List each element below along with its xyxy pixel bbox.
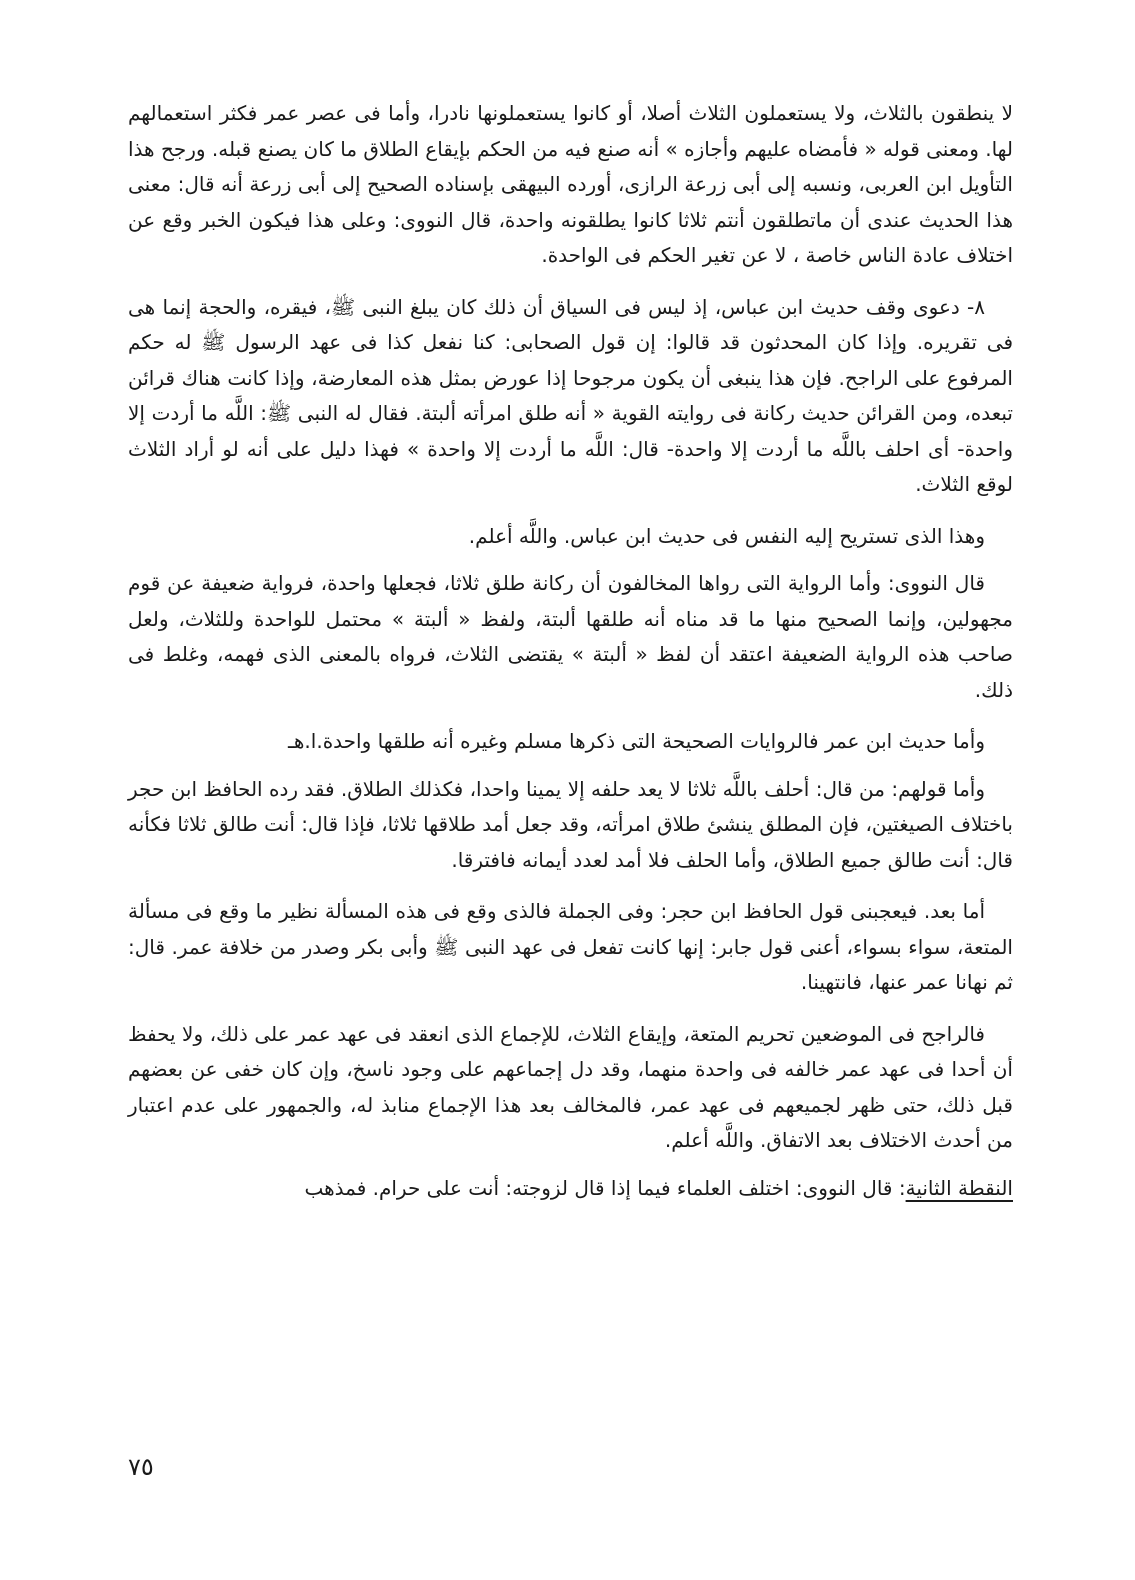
paragraph-4: قال النووى: وأما الرواية التى رواها المخالفون أن ركانة طلق ثلاثا، فجعلها واحدة، فرواية ضعيفة عن قوم مجهولين، وإنما الصحيح منها ما قد مناه أنه طلقها ألبتة، ولفظ « ألبتة » محتمل للواحدة وللثلاث، ولعل صاحب هذه الرواية الضعيفة اعتقد أن لفظ « ألبتة » يقتضى الثلاث، فرواه بالمعنى الذى فهمه، وغلط فى ذلك. [128,571,1013,702]
paragraph-9 [128,1171,1013,1207]
section-lead: النقطة الثانية [905,1175,1013,1200]
paragraph-6: وأما قولهم: من قال: أحلف باللَّه ثلاثا لا يعد حلفه إلا يمينا واحدا، فكذلك الطلاق. فقد رده الحافظ ابن حجر باختلاف الصيغتين، فإن المطلق ينشئ طلاق امرأته، وقد جعل أمد طلاقها ثلاثا، فإذا قال: أنت طالق ثلاثا فكأنه قال: أنت طالق جميع الطلاق، وأما الحلف فلا أمد لعدد أيمانه فافترقا. [128,776,1013,872]
paragraph-7: أما بعد. فيعجبنى قول الحافظ ابن حجر: وفى الجملة فالذى وقع فى هذه المسألة نظير ما وقع فى مسألة المتعة، سواء بسواء، أعنى قول جابر: إنها كانت تفعل فى عهد النبى ﷺ وأبى بكر وصدر من خلافة عمر. قال: ثم نهانا عمر عنها، فانتهينا. [128,899,1013,994]
paragraph-2: ٨- دعوى وقف حديث ابن عباس، إذ ليس فى السياق أن ذلك كان يبلغ النبى ﷺ، فيقره، والحجة إنما هى فى تقريره. وإذا كان المحدثون قد قالوا: إن قول الصحابى: كنا نفعل كذا فى عهد الرسول ﷺ له حكم المرفوع على الراجح. فإن هذا ينبغى أن يكون مرجوحا إذا عورض بمثل هذه المعارضة، وإذا كانت هناك قرائن تبعده، ومن القرائن حديث ركانة فى روايته القوية « أنه طلق امرأته ألبتة. فقال له النبى ﷺ: اللَّه ما أردت إلا واحدة- أى احلف باللَّه ما أردت إلا واحدة- قال: اللَّه ما أردت إلا واحدة » فهذا دليل على أنه لو أراد الثلاث لوقع الثلاث. [128,294,1013,496]
page-body [128,96,1013,1222]
paragraph-1: لا ينطقون بالثلاث، ولا يستعملون الثلاث أصلا، أو كانوا يستعملونها نادرا، وأما فى عصر عمر فكثر استعمالهم لها. ومعنى قوله « فأمضاه عليهم وأجازه » أنه صنع فيه من الحكم بإيقاع الطلاق ما كان يصنع قبله. ورجح هذا التأويل ابن العربى، ونسبه إلى أبى زرعة الرازى، أورده البيهقى بإسناده الصحيح إلى أبى زرعة أنه قال: معنى هذا الحديث عندى أن ماتطلقون أنتم ثلاثا كانوا يطلقونه واحدة، قال النووى: وعلى هذا فيكون الخبر وقع عن اختلاف عادة الناس خاصة ، لا عن تغير الحكم فى الواحدة. [128,101,1013,267]
paragraph-5: وأما حديث ابن عمر فالروايات الصحيحة التى ذكرها مسلم وغيره أنه طلقها واحدة.ا.هـ [288,729,985,753]
paragraph-3: وهذا الذى تستريح إليه النفس فى حديث ابن عباس. واللَّه أعلم. [468,523,985,548]
paragraph-8: فالراجح فى الموضعين تحريم المتعة، وإيقاع الثلاث، للإجماع الذى انعقد فى عهد عمر على ذلك، ولا يحفظ أن أحدا فى عهد عمر خالفه فى واحدة منهما، وقد دل إجماعهم على وجود ناسخ، وإن كان خفى عن بعضهم قبل ذلك، حتى ظهر لجميعهم فى عهد عمر، فالمخالف بعد هذا الإجماع منابذ له، والجمهور على عدم اعتبار من أحدث الاختلاف بعد الاتفاق. واللَّه أعلم. [128,1021,1013,1152]
page-number: ٧٥ [128,1453,154,1481]
paragraph-9-text: : قال النووى: اختلف العلماء فيما إذا قال لزوجته: أنت على حرام. فمذهب [304,1175,906,1200]
